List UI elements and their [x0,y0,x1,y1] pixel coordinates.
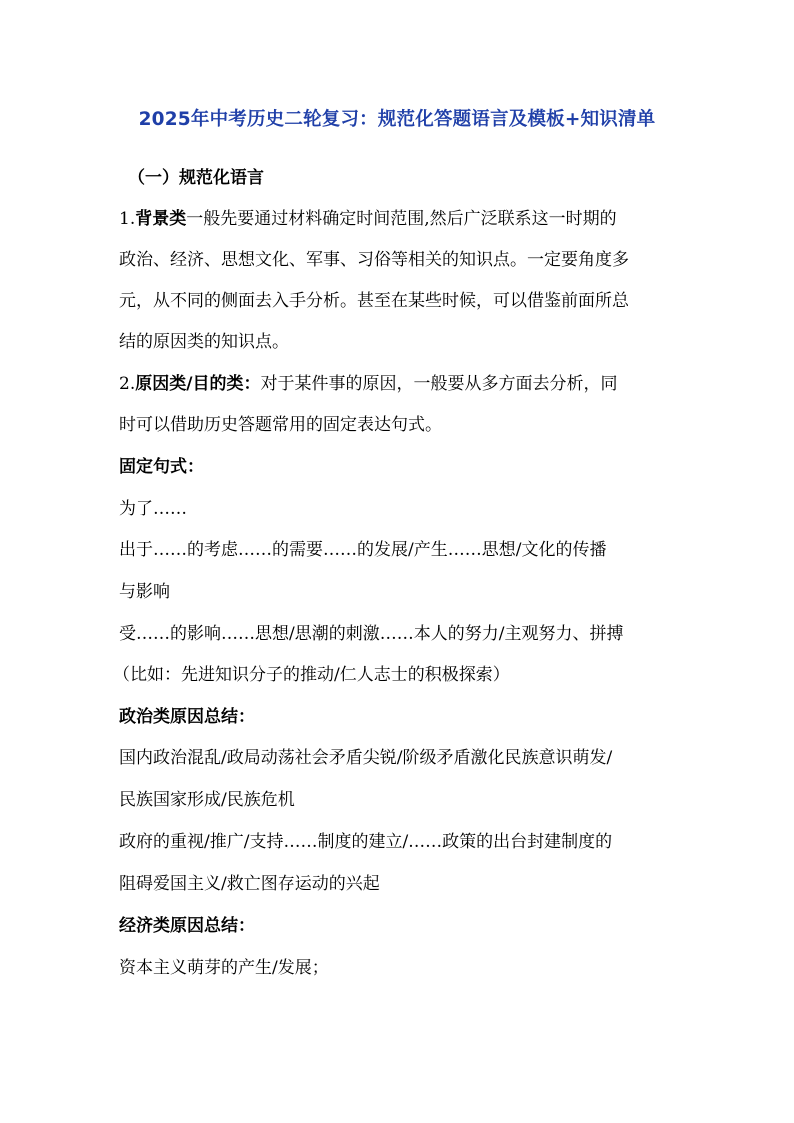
background-paragraph-line-3: 元，从不同的侧面去入手分析。甚至在某些时候，可以借鉴前面所总 [119,291,629,311]
fixed-sentence-line-2: 出于……的考虑……的需要……的发展/产生……思想/文化的传播 [119,540,607,560]
document-title: 2025年中考历史二轮复习：规范化答题语言及模板+知识清单 [138,109,656,130]
background-paragraph-line-4: 结的原因类的知识点。 [119,332,289,352]
reason-label: 原因类/目的类： [135,374,261,394]
fixed-sentence-heading: 固定句式： [119,457,204,477]
reason-paragraph-line-2: 时可以借助历史答题常用的固定表达句式。 [119,415,442,435]
fixed-sentence-line-5: （比如：先进知识分子的推动/仁人志士的积极探索） [113,665,510,685]
background-text: 一般先要通过材料确定时间范围,然后广泛联系这一时期的 [186,209,617,229]
background-paragraph-line-1 [119,207,617,231]
economic-reasons-line-1: 资本主义萌芽的产生/发展； [119,958,329,978]
political-reasons-line-3: 政府的重视/推广/支持……制度的建立/……政策的出台封建制度的 [119,832,613,852]
background-paragraph-line-2: 政治、经济、思想文化、军事、习俗等相关的知识点。一定要角度多 [119,250,629,270]
political-reasons-line-1: 国内政治混乱/政局动荡社会矛盾尖锐/阶级矛盾激化民族意识萌发/ [119,748,613,768]
political-reasons-line-4: 阻碍爱国主义/救亡图存运动的兴起 [119,874,380,894]
political-reasons-line-2: 民族国家形成/民族危机 [119,790,295,810]
reason-text: 对于某件事的原因，一般要从多方面去分析，同 [260,374,618,394]
item-number: 1. [119,209,136,229]
fixed-sentence-line-3: 与影响 [119,582,170,602]
item-number: 2. [119,374,136,394]
background-label: 背景类 [135,209,187,229]
section-heading-normative-language: （一）规范化语言 [128,168,264,188]
political-reasons-heading: 政治类原因总结： [119,707,255,727]
reason-paragraph-line-1 [119,372,617,396]
fixed-sentence-line-4: 受……的影响……思想/思潮的刺激……本人的努力/主观努力、拼搏 [119,624,624,644]
fixed-sentence-line-1: 为了…… [119,499,187,519]
economic-reasons-heading: 经济类原因总结： [119,916,255,936]
